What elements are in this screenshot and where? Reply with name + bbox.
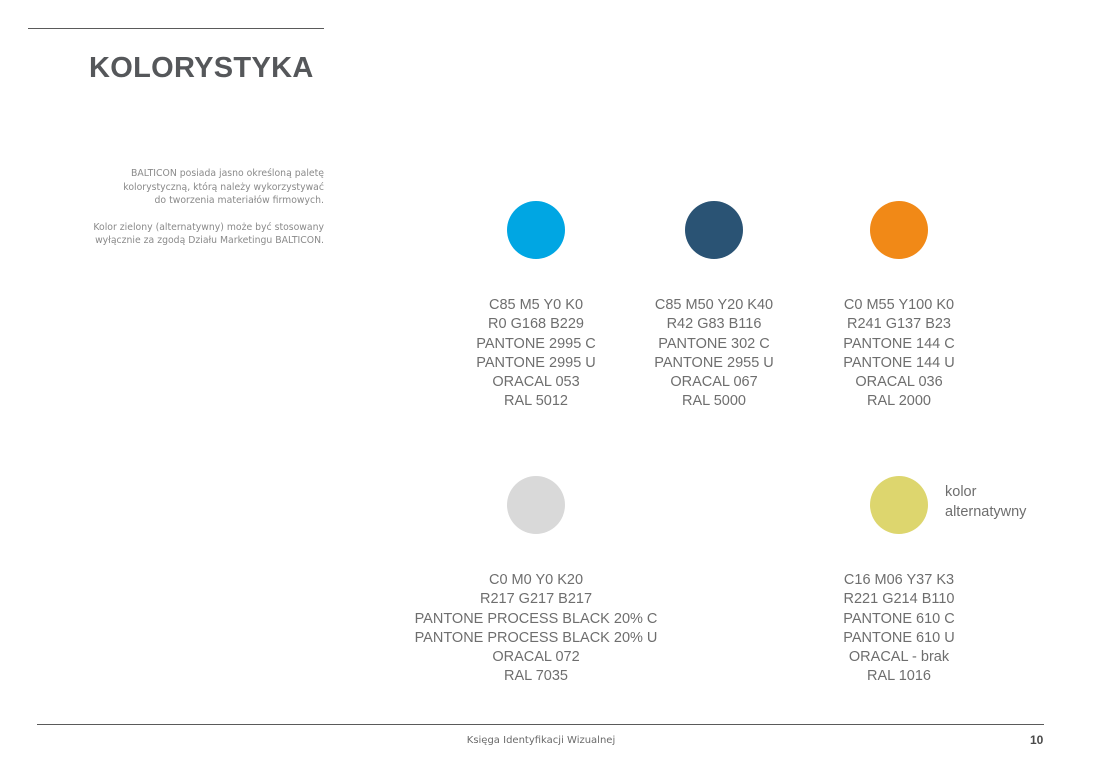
spec-ral: RAL 5012 (504, 393, 568, 410)
spec-cmyk: C0 M55 Y100 K0 (843, 297, 955, 313)
color-specs-gray (386, 571, 686, 687)
spec-rgb: R217 G217 B217 (479, 591, 593, 608)
spec-pantone-u: PANTONE 2995 U (476, 354, 596, 371)
spec-cmyk: C85 M50 Y20 K40 (654, 297, 774, 313)
top-divider (28, 28, 324, 29)
spec-rgb: R241 G137 B23 (847, 316, 951, 333)
spec-ral: RAL 1016 (867, 668, 931, 685)
intro-line: do tworzenia materiałów firmowych. (154, 195, 324, 207)
spec-pantone-u: PANTONE 2955 U (654, 354, 774, 371)
spec-ral: RAL 7035 (504, 668, 568, 685)
spec-rgb: R42 G83 B116 (666, 316, 762, 333)
color-swatch-yellow-green (870, 476, 928, 534)
spec-oracal: ORACAL 036 (855, 374, 943, 391)
spec-pantone-u: PANTONE 144 U (843, 354, 955, 371)
spec-pantone-c: PANTONE 144 C (843, 335, 955, 352)
spec-pantone-u: PANTONE 610 U (843, 629, 955, 646)
spec-pantone-c: PANTONE 302 C (658, 335, 770, 352)
page-number: 10 (1030, 733, 1044, 747)
color-swatch-gray (507, 476, 565, 534)
intro-paragraph-1 (64, 167, 324, 208)
spec-cmyk: C85 M5 Y0 K0 (488, 297, 584, 313)
intro-line: Kolor zielony (alternatywny) może być stosowany (93, 221, 324, 233)
spec-oracal: ORACAL 072 (492, 649, 580, 666)
page-title: KOLORYSTYKA (89, 52, 314, 84)
color-swatch-navy (685, 201, 743, 259)
color-swatch-blue (507, 201, 565, 259)
spec-pantone-c: PANTONE 2995 C (476, 335, 596, 352)
alt-label-line: alternatywny (945, 503, 1027, 520)
spec-oracal: ORACAL - brak (848, 649, 950, 666)
spec-pantone-c: PANTONE 610 C (843, 610, 955, 627)
intro-text (64, 167, 324, 261)
color-specs-yellow-green (749, 571, 1049, 687)
footer-title: Księga Identyfikacji Wizualnej (466, 735, 616, 746)
alternative-color-label (945, 483, 1026, 522)
spec-pantone-c: PANTONE PROCESS BLACK 20% C (414, 610, 658, 627)
intro-line: BALTICON posiada jasno określoną paletę (130, 168, 324, 179)
color-specs-orange (749, 296, 1049, 412)
spec-rgb: R0 G168 B229 (488, 316, 584, 333)
intro-paragraph-2 (64, 221, 324, 248)
bottom-divider (37, 724, 1044, 725)
spec-cmyk: C0 M0 Y0 K20 (488, 572, 584, 588)
spec-rgb: R221 G214 B110 (843, 591, 955, 608)
spec-cmyk: C16 M06 Y37 K3 (843, 572, 955, 588)
alt-label-line: kolor (945, 484, 977, 500)
spec-ral: RAL 5000 (682, 393, 746, 410)
spec-ral: RAL 2000 (867, 393, 931, 410)
spec-oracal: ORACAL 053 (492, 374, 580, 391)
intro-line: kolorystyczną, którą należy wykorzystywać (123, 181, 324, 193)
color-swatch-orange (870, 201, 928, 259)
spec-pantone-u: PANTONE PROCESS BLACK 20% U (414, 629, 658, 646)
spec-oracal: ORACAL 067 (670, 374, 758, 391)
intro-line: wyłącznie za zgodą Działu Marketingu BALTICON. (95, 235, 324, 247)
